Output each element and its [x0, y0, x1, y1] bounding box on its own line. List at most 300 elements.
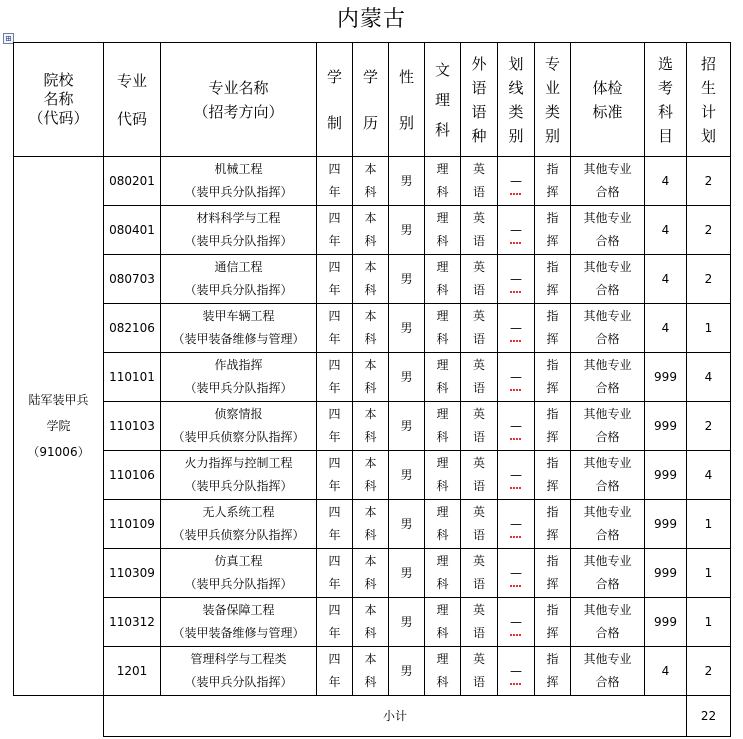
duration-cell-text: 四年: [328, 162, 341, 199]
subtotal-row: [14, 696, 731, 737]
language-cell: [461, 598, 498, 647]
header-code: [104, 43, 161, 157]
language-cell: [461, 157, 498, 206]
medical-line2: 合格: [595, 185, 620, 199]
category-cell: [535, 500, 571, 549]
subject-cell: [425, 647, 461, 696]
school-name-line: 陆军装甲兵: [28, 393, 89, 407]
duration-cell-text: 四年: [328, 456, 341, 493]
medical-cell: [571, 549, 645, 598]
subject-cell-text: 理科: [436, 407, 449, 444]
table-row: [14, 402, 731, 451]
code-cell: [104, 549, 161, 598]
exams-cell: [645, 157, 687, 206]
header-language: [461, 43, 498, 157]
gender-cell-text: 男: [400, 173, 413, 188]
medical-line2: 合格: [595, 577, 620, 591]
duration-cell-text: 四年: [328, 652, 341, 689]
major-cell: [161, 353, 317, 402]
page-title: 内蒙古: [336, 7, 406, 32]
plan-cell: [687, 206, 731, 255]
language-cell: [461, 647, 498, 696]
subject-cell-text: 理科: [436, 652, 449, 689]
school-name-cell: [14, 157, 104, 696]
degree-cell: [353, 206, 389, 255]
degree-cell: [353, 549, 389, 598]
medical-line2: 合格: [595, 479, 620, 493]
plan-cell-text: 2: [704, 222, 713, 237]
medical-line1: 其他专业: [583, 456, 632, 470]
degree-cell: [353, 500, 389, 549]
line-type-cell-text: —: [510, 660, 522, 683]
subject-cell: [425, 353, 461, 402]
language-cell-text: 英语: [472, 162, 485, 199]
gender-cell-text: 男: [400, 320, 413, 335]
medical-line1: 其他专业: [583, 603, 632, 617]
header-line-text: 划线类别: [508, 54, 524, 145]
language-cell-text: 英语: [472, 554, 485, 591]
header-gender: [389, 43, 425, 157]
duration-cell-text: 四年: [328, 260, 341, 297]
medical-line2: 合格: [595, 626, 620, 640]
language-cell: [461, 206, 498, 255]
line-type-cell-text: —: [510, 415, 522, 438]
header-duration-text: 学制: [326, 67, 342, 132]
plan-cell: [687, 402, 731, 451]
medical-line1: 其他专业: [583, 505, 632, 519]
medical-line1: 其他专业: [583, 260, 632, 274]
major-cell: [161, 206, 317, 255]
medical-line1: 其他专业: [583, 211, 632, 225]
medical-cell: [571, 353, 645, 402]
gender-cell-text: 男: [400, 516, 413, 531]
major-name: 材料科学与工程: [196, 211, 281, 225]
header-gender-text: 性别: [398, 67, 414, 132]
language-cell-text: 英语: [472, 505, 485, 542]
category-cell-text: 指挥: [546, 309, 559, 346]
line-type-cell-text: —: [510, 268, 522, 291]
code-cell-text: 110309: [109, 565, 155, 580]
degree-cell: [353, 255, 389, 304]
line-type-cell-text: —: [510, 611, 522, 634]
degree-cell-text: 本科: [364, 554, 377, 591]
table-row: [14, 647, 731, 696]
major-direction: （装甲兵侦察分队指挥）: [172, 528, 305, 542]
category-cell-text: 指挥: [546, 407, 559, 444]
category-cell-text: 指挥: [546, 505, 559, 542]
category-cell: [535, 206, 571, 255]
school-name-line: 学院: [46, 419, 71, 433]
header-exams: [645, 43, 687, 157]
language-cell-text: 英语: [472, 211, 485, 248]
duration-cell-text: 四年: [328, 358, 341, 395]
line-type-cell: [498, 647, 535, 696]
major-cell: [161, 500, 317, 549]
gender-cell: [389, 255, 425, 304]
duration-cell: [317, 206, 353, 255]
duration-cell: [317, 549, 353, 598]
major-direction: （装甲兵分队指挥）: [184, 185, 293, 199]
plan-cell: [687, 353, 731, 402]
duration-cell: [317, 402, 353, 451]
code-cell: [104, 206, 161, 255]
exams-cell-text: 4: [661, 663, 670, 678]
medical-line2: 合格: [595, 381, 620, 395]
line-type-cell-text: —: [510, 366, 522, 389]
code-cell-text: 110106: [109, 467, 155, 482]
header-school: [14, 43, 104, 157]
degree-cell-text: 本科: [364, 407, 377, 444]
major-direction: （装甲兵分队指挥）: [184, 234, 293, 248]
code-cell: [104, 451, 161, 500]
category-cell-text: 指挥: [546, 652, 559, 689]
header-subject: [425, 43, 461, 157]
line-type-cell: [498, 402, 535, 451]
language-cell-text: 英语: [472, 652, 485, 689]
plan-cell-text: 4: [704, 369, 713, 384]
exams-cell-text: 999: [654, 369, 677, 384]
exams-cell: [645, 549, 687, 598]
subject-cell-text: 理科: [436, 554, 449, 591]
language-cell: [461, 255, 498, 304]
duration-cell: [317, 451, 353, 500]
category-cell: [535, 402, 571, 451]
medical-line1: 其他专业: [583, 358, 632, 372]
table-row: [14, 206, 731, 255]
plan-cell-text: 1: [704, 516, 713, 531]
plan-cell-text: 1: [704, 614, 713, 629]
gender-cell-text: 男: [400, 467, 413, 482]
code-cell-text: 110103: [109, 418, 155, 433]
code-cell: [104, 157, 161, 206]
degree-cell: [353, 598, 389, 647]
language-cell-text: 英语: [472, 407, 485, 444]
language-cell: [461, 500, 498, 549]
plan-cell-text: 2: [704, 418, 713, 433]
line-type-cell: [498, 304, 535, 353]
code-cell: [104, 304, 161, 353]
major-cell: [161, 598, 317, 647]
header-major-line2: （招考方向）: [193, 102, 284, 121]
gender-cell-text: 男: [400, 663, 413, 678]
subject-cell: [425, 598, 461, 647]
subject-cell-text: 理科: [436, 260, 449, 297]
plan-cell-text: 2: [704, 663, 713, 678]
line-type-cell: [498, 500, 535, 549]
line-type-cell: [498, 549, 535, 598]
major-cell: [161, 549, 317, 598]
header-medical: [571, 43, 645, 157]
subject-cell: [425, 255, 461, 304]
category-cell: [535, 647, 571, 696]
major-name: 无人系统工程: [202, 505, 275, 519]
subject-cell: [425, 157, 461, 206]
code-cell: [104, 500, 161, 549]
code-cell: [104, 353, 161, 402]
medical-line2: 合格: [595, 430, 620, 444]
major-name: 火力指挥与控制工程: [184, 456, 293, 470]
medical-cell: [571, 402, 645, 451]
category-cell-text: 指挥: [546, 211, 559, 248]
gender-cell-text: 男: [400, 614, 413, 629]
major-cell: [161, 255, 317, 304]
code-cell-text: 080201: [109, 173, 155, 188]
duration-cell-text: 四年: [328, 407, 341, 444]
code-cell-text: 110312: [109, 614, 155, 629]
table-row: [14, 304, 731, 353]
code-cell: [104, 255, 161, 304]
degree-cell: [353, 451, 389, 500]
subject-cell-text: 理科: [436, 603, 449, 640]
line-type-cell-text: —: [510, 317, 522, 340]
school-name-line: （91006）: [27, 445, 90, 459]
major-name: 仿真工程: [214, 554, 263, 568]
plan-cell-text: 2: [704, 173, 713, 188]
duration-cell: [317, 255, 353, 304]
degree-cell-text: 本科: [364, 358, 377, 395]
degree-cell: [353, 353, 389, 402]
major-direction: （装甲兵分队指挥）: [184, 381, 293, 395]
exams-cell-text: 999: [654, 418, 677, 433]
header-plan-text: 招生计划: [700, 54, 716, 145]
language-cell: [461, 451, 498, 500]
gender-cell: [389, 353, 425, 402]
language-cell: [461, 304, 498, 353]
subject-cell: [425, 451, 461, 500]
header-major: [161, 43, 317, 157]
language-cell: [461, 549, 498, 598]
header-plan: [687, 43, 731, 157]
exams-cell: [645, 304, 687, 353]
subtotal-label: 小计: [104, 696, 687, 737]
category-cell-text: 指挥: [546, 260, 559, 297]
duration-cell-text: 四年: [328, 603, 341, 640]
language-cell-text: 英语: [472, 358, 485, 395]
major-direction: （装甲装备维修与管理）: [172, 332, 305, 346]
gender-cell: [389, 451, 425, 500]
category-cell: [535, 451, 571, 500]
admission-table: [13, 42, 731, 737]
duration-cell-text: 四年: [328, 554, 341, 591]
header-category: [535, 43, 571, 157]
major-name: 作战指挥: [214, 358, 263, 372]
plan-cell-text: 1: [704, 565, 713, 580]
exams-cell-text: 999: [654, 467, 677, 482]
category-cell: [535, 598, 571, 647]
table-move-handle-icon[interactable]: ⊞: [3, 33, 14, 44]
major-cell: [161, 304, 317, 353]
plan-cell: [687, 304, 731, 353]
language-cell-text: 英语: [472, 456, 485, 493]
subject-cell: [425, 206, 461, 255]
language-cell-text: 英语: [472, 260, 485, 297]
subject-cell-text: 理科: [436, 309, 449, 346]
gender-cell: [389, 304, 425, 353]
table-row: [14, 157, 731, 206]
language-cell-text: 英语: [472, 309, 485, 346]
header-school-line3: （代码）: [28, 109, 89, 127]
code-cell-text: 082106: [109, 320, 155, 335]
medical-cell: [571, 500, 645, 549]
major-cell: [161, 647, 317, 696]
language-cell: [461, 353, 498, 402]
exams-cell: [645, 353, 687, 402]
line-type-cell-text: —: [510, 513, 522, 536]
code-cell: [104, 598, 161, 647]
medical-line1: 其他专业: [583, 407, 632, 421]
major-direction: （装甲兵分队指挥）: [184, 675, 293, 689]
exams-cell-text: 999: [654, 614, 677, 629]
header-major-line1: 专业名称: [208, 78, 269, 97]
plan-cell: [687, 647, 731, 696]
line-type-cell: [498, 157, 535, 206]
table-row: [14, 451, 731, 500]
medical-cell: [571, 206, 645, 255]
plan-cell-text: 2: [704, 271, 713, 286]
line-type-cell-text: —: [510, 170, 522, 193]
header-exams-text: 选考科目: [657, 54, 673, 145]
degree-cell: [353, 304, 389, 353]
medical-cell: [571, 255, 645, 304]
medical-line1: 其他专业: [583, 162, 632, 176]
category-cell-text: 指挥: [546, 554, 559, 591]
degree-cell: [353, 157, 389, 206]
category-cell: [535, 353, 571, 402]
header-degree-text: 学历: [362, 67, 378, 132]
medical-line2: 合格: [595, 234, 620, 248]
category-cell: [535, 304, 571, 353]
gender-cell: [389, 549, 425, 598]
subject-cell: [425, 304, 461, 353]
header-code-line1: 专业: [116, 71, 147, 90]
major-name: 装备保障工程: [202, 603, 275, 617]
major-direction: （装甲兵分队指挥）: [184, 283, 293, 297]
medical-line2: 合格: [595, 332, 620, 346]
code-cell-text: 1201: [116, 663, 148, 678]
category-cell-text: 指挥: [546, 603, 559, 640]
plan-cell: [687, 598, 731, 647]
medical-line1: 其他专业: [583, 554, 632, 568]
category-cell-text: 指挥: [546, 162, 559, 199]
code-cell: [104, 402, 161, 451]
header-school-line1: 院校: [43, 71, 74, 89]
line-type-cell: [498, 451, 535, 500]
exams-cell-text: 999: [654, 565, 677, 580]
gender-cell: [389, 598, 425, 647]
plan-cell: [687, 157, 731, 206]
major-name: 机械工程: [214, 162, 263, 176]
subject-cell-text: 理科: [436, 211, 449, 248]
subject-cell: [425, 549, 461, 598]
header-line: [498, 43, 535, 157]
major-direction: （装甲兵分队指挥）: [184, 577, 293, 591]
gender-cell-text: 男: [400, 271, 413, 286]
medical-line2: 合格: [595, 283, 620, 297]
medical-cell: [571, 304, 645, 353]
major-name: 通信工程: [214, 260, 263, 274]
line-type-cell-text: —: [510, 464, 522, 487]
code-cell-text: 110101: [109, 369, 155, 384]
plan-cell: [687, 500, 731, 549]
code-cell-text: 080703: [109, 271, 155, 286]
duration-cell: [317, 157, 353, 206]
line-type-cell-text: —: [510, 219, 522, 242]
major-name: 装甲车辆工程: [202, 309, 275, 323]
header-row: [14, 43, 731, 157]
exams-cell: [645, 647, 687, 696]
subtotal-value: 22: [687, 696, 731, 737]
degree-cell: [353, 647, 389, 696]
plan-cell: [687, 549, 731, 598]
table-row: [14, 353, 731, 402]
gender-cell: [389, 157, 425, 206]
header-language-text: 外语语种: [471, 54, 487, 145]
exams-cell: [645, 402, 687, 451]
header-subject-text: 文理科: [434, 60, 450, 139]
category-cell: [535, 157, 571, 206]
duration-cell-text: 四年: [328, 505, 341, 542]
duration-cell-text: 四年: [328, 309, 341, 346]
major-cell: [161, 451, 317, 500]
gender-cell: [389, 402, 425, 451]
degree-cell-text: 本科: [364, 505, 377, 542]
major-cell: [161, 402, 317, 451]
line-type-cell: [498, 255, 535, 304]
plan-cell-text: 4: [704, 467, 713, 482]
degree-cell-text: 本科: [364, 211, 377, 248]
degree-cell: [353, 402, 389, 451]
subject-cell-text: 理科: [436, 505, 449, 542]
code-cell: [104, 647, 161, 696]
medical-line2: 合格: [595, 675, 620, 689]
plan-cell-text: 1: [704, 320, 713, 335]
exams-cell: [645, 500, 687, 549]
subject-cell: [425, 402, 461, 451]
major-cell: [161, 157, 317, 206]
duration-cell: [317, 647, 353, 696]
language-cell-text: 英语: [472, 603, 485, 640]
medical-cell: [571, 157, 645, 206]
subject-cell-text: 理科: [436, 456, 449, 493]
degree-cell-text: 本科: [364, 162, 377, 199]
subject-cell: [425, 500, 461, 549]
exams-cell: [645, 255, 687, 304]
header-degree: [353, 43, 389, 157]
gender-cell-text: 男: [400, 222, 413, 237]
gender-cell: [389, 206, 425, 255]
category-cell: [535, 549, 571, 598]
exams-cell: [645, 451, 687, 500]
category-cell: [535, 255, 571, 304]
major-name: 侦察情报: [214, 407, 263, 421]
medical-cell: [571, 451, 645, 500]
line-type-cell-text: —: [510, 562, 522, 585]
major-name: 管理科学与工程类: [190, 652, 287, 666]
header-medical-line1: 体检: [592, 78, 623, 97]
exams-cell: [645, 598, 687, 647]
medical-cell: [571, 598, 645, 647]
degree-cell-text: 本科: [364, 260, 377, 297]
exams-cell-text: 4: [661, 173, 670, 188]
exams-cell: [645, 206, 687, 255]
gender-cell-text: 男: [400, 369, 413, 384]
duration-cell: [317, 500, 353, 549]
duration-cell-text: 四年: [328, 211, 341, 248]
code-cell-text: 110109: [109, 516, 155, 531]
major-direction: （装甲兵侦察分队指挥）: [172, 430, 305, 444]
duration-cell: [317, 353, 353, 402]
table-row: [14, 549, 731, 598]
